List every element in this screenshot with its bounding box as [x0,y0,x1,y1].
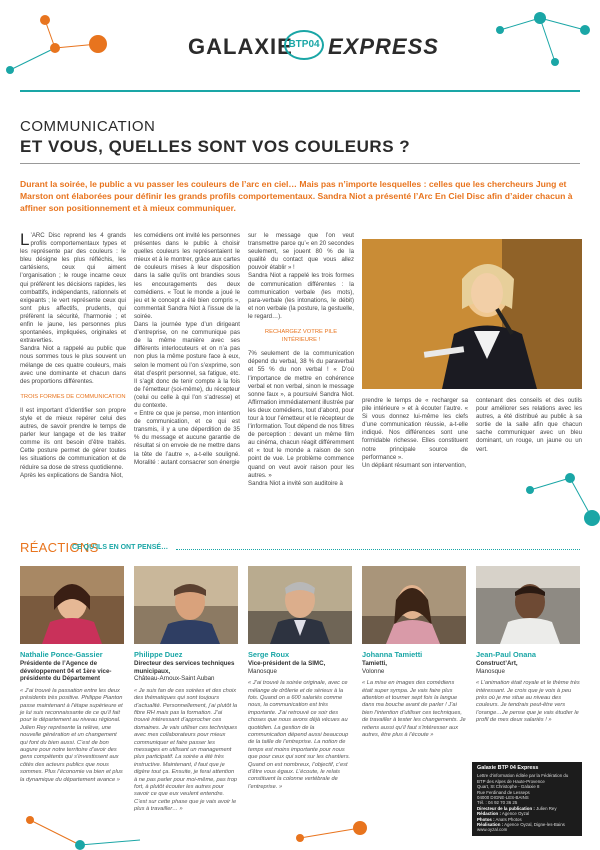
credits-description: Lettre d’information éditée par la Fédération du BTP des Alpes de Haute-Provence [477,773,569,784]
article-column-2 [134,232,240,467]
credits-phone: Tél. : 04 92 70 36 25 [477,800,518,806]
article-subheading: RECHARGEZ VOTRE PILE INTÉRIEURE ! [264,329,338,344]
credits-address-line: Rue Ferdinand de Lesseps [477,789,530,795]
person-role: Vice-président de la SIMC, [248,660,326,667]
section-label: COMMUNICATION [20,118,156,135]
molecule-decoration-top-left [0,0,130,90]
molecule-decoration-top-right [470,0,600,90]
masthead-word-galaxie: GALAXIE [188,34,293,59]
credits-photos: Photos : Anaïs Photos [477,816,522,822]
article-lead: Durant la soirée, le public a vu passer les couleurs de l’arc en ciel… Mais pas n’importe lesquelles : celles que les chercheurs Jung et Marston ont élaborées pour définir les grands profils comportementaux. Sandra Niot a présenté l’Arc En Ciel Disc afin d’aider chacun à affiner son positionnement et à mieux communiquer. [20,179,573,213]
page-title: ET VOUS, QUELLES SONT VOS COULEURS ? [20,137,411,156]
reactions-subtitle: CE QU’ILS EN ONT PENSÉ… [72,544,169,551]
person-location: Château-Arnoux-Saint Auban [134,675,215,683]
person-name: Philippe Duez [134,650,183,659]
credits-editorial: Rédaction : Agence Oyzal [477,811,530,817]
person-name: Nathalie Ponce-Gassier [20,650,103,659]
credits-box [472,762,582,836]
article-paragraph: « Entre ce que je pense, mon intention de communication, et ce qui est transmis, il y a une déperdition de 35 % du message et aucune garantie de résultat si on envoie de ne mettre dans la tête de l’autre », a-t-elle souligné. Moralité : autant consacrer son énergie [134,410,240,466]
person-role: Tamietti, [362,660,387,667]
article-paragraph: L ’ARC Disc reprend les 4 grands profils comportementaux types et les représente par des couleurs : le bleu désigne les plus réfléchis, les cartésiens, ceux qui aiment l’organisation ; le rouge incarne ceux qui préfèrent les décisions rapides, les combattifs, indépendants, rationnels et exigeants ; le vert représente ceux qui sont plus affectifs, prudents, qui préfèrent la sécurité, l’harmonie ; et enfin le jaune, les personnes plus spontanées, impliquées, originales et extraverties. [20,230,126,345]
reaction-card [362,566,466,739]
article-paragraph: Il est important d’identifier son propre style et de mieux repérer celui des autres, de savoir prendre le temps de parler leur langage et de les traiter comme ils ont besoin d’être traités. Cette posture permet de gérer toutes les situations de communication et de réduire sa dose de stress quotidienne. [20,406,126,471]
credits-production: Réalisation : Agence Oyzal, Digne-les-Bains [477,822,565,828]
person-location: Manosque [248,667,277,675]
article-paragraph: Sandra Niot a rappelé les trois formes de communication différentes : la communication verbale (les mots), para-verbale (les intonations, le débit) et non verbale (la posture, la gestuelle, le regard…). [248,272,354,320]
credits-title: Galaxie BTP 04 Express [477,765,539,771]
article-paragraph: Sandra Niot a rappelé au public que nous sommes tous le plus souvent un mélange de ces quatre couleurs, mais avec une dominante et chacun dans des proportions différentes. [20,345,126,385]
article-paragraph: Après les explications de Sandra Niot, [20,471,123,479]
portrait-photo [248,566,352,644]
credits-address-line: 04000 DIGNE-LES-BAINS [477,795,529,801]
person-role: Directeur des services techniques municipaux, [134,660,235,675]
speaker-photo-illustration [362,239,582,389]
article-paragraph: 7% seulement de la communication dépend du verbal, 38 % du paraverbal et 55 % du non verbal ! « D’où l’importance de mettre en cohérence verbal et non verbal, sinon le message sonne faux », a poursuivi Sandra Niot. Affirmation immédiatement illustrée par les deux comédiens, tout d’abord, pour tour à tour l’émetteur et le récepteur de l’information. Tout dépend de nos filtres de perception : devant un même film au cinéma, chacun réagit différemment et « tout le monde a raison de son point de vue. Le problème commence quand on veut avoir raison pour les autres. » [248,350,354,479]
article-paragraph: Dans la journée type d’un dirigeant d’entreprise, on ne communique pas de la même manière avec ses différents interlocuteurs et on n’a pas non plus la même posture face à eux, selon le moment où l’on s’exprime, son état d’esprit personnel, sa fatigue, etc. Il s’agit donc de tenir compte à la fois de l’émetteur (soi-même), du récepteur (celui ou celle à qui l’on s’adresse) et du contexte. [134,321,240,409]
article-column-3 [248,232,354,488]
credits-address-line: Quart, St Christophe - Galaxie 8 [477,784,540,790]
portrait-photo [476,566,580,644]
portrait-photo [362,566,466,644]
reaction-card [134,566,238,814]
person-quote: « L’animation était royale et le thème très intéressant. Je crois que je vois à peu près où je me situe au niveau des couleurs. Je tendrais peut-être vers l’orange…Je pense que je vais étudier le profil de mes deux salariés ! » [476,680,580,724]
masthead-badge: BTP04 [284,30,324,60]
title-divider [20,163,580,164]
article-column-4 [362,397,468,470]
speaker-photo [362,239,582,389]
reactions-divider [176,549,580,550]
article-column-5 [476,397,582,454]
portrait-photo [20,566,124,644]
person-quote: « La mise en images des comédiens était super sympa. Je vais faire plus attention et tourner sept fois la langue dans ma bouche avant de parler ! J’ai bien l’intention d’utiliser ces techniques, de travailler à tester les changements. Je retiens aussi qu’il faut s’intéresser aux autres, être plus à l’écoute » [362,680,466,739]
person-role: Présidente de l’Agence de développement 04 et 1ère vice-présidente du Département [20,660,112,683]
person-location: Manosque [476,667,505,675]
article-paragraph: contenant des conseils et des outils pour améliorer ses relations avec les autres, a été distribué au public à sa sortie de la salle afin que chacun sache communiquer avec un bleu dominant, un rouge, un jaune ou un vert. [476,397,582,453]
person-quote: « J’ai trouvé la soirée originale, avec ce mélange de drôlerie et de sérieux à la fois. Quand on a 600 salariés comme nous, la communication est très importante. J’ai retrouvé ce soir des choses que nous avons déjà vécues au quotidien. La gestion de la communication dépend aussi beaucoup de la taille de l’entreprise. La notion de temps est moins importante pour nous que pour ceux qui sont sur les chantiers. Quand on est nombreux, l’objectif, c’est d’être vous égaux. L’écoute, le relais constituent la colonne vertébrale de l’entreprise. » [248,680,351,790]
masthead-divider [20,90,580,92]
masthead-logo [188,30,439,62]
article-paragraph: sur le message que l’on veut transmettre parce qu’« en 20 secondes seulement, se jouent 80 % de la qualité du contact que vous allez pouvoir établir » ! [248,232,354,272]
person-role: Construct’Art, [476,660,518,667]
drop-cap: L [20,230,30,249]
reaction-card [248,566,352,791]
masthead-word-express: EXPRESS [328,34,439,59]
reaction-card [20,566,124,784]
portrait-photo [134,566,238,644]
article-subheading: TROIS FORMES DE COMMUNICATION [20,393,126,400]
credits-website: www.oyzal.com [477,827,508,833]
reaction-card [476,566,580,725]
article-paragraph: les comédiens ont invité les personnes présentes dans le public à choisir quelles couleurs les représentaient le mieux et à le montrer, grâce aux cartes de couleurs mises à leur disposition dans la salle qu’ils ont brandies sous les encouragements des deux comédiens. « Tout le monde a joué le jeu et le concept a été bien compris », commentait Sandra Niot à l’issue de la soirée. [134,232,240,320]
article-paragraph: Un dépliant résumant son intervention, [362,461,467,469]
person-location: Volonne [362,667,385,675]
person-name: Serge Roux [248,650,290,659]
molecule-decoration-right [510,470,600,550]
person-quote: « Je suis fan de ces soirées et des choix des thématiques qui sont toujours d’actualité. Personnellement, j’ai plutôt la fibre RH mais pas la formation. J’ai trouvé intéressant d’approcher ces domaines. Je vais utiliser ces techniques avec mes collaborateurs pour mieux communiquer et faire passer les messages en utilisant un management plus participatif. La soirée a été très instructive. Maintenant, il faut que je digère tout ça. Ensuite, je ferai attention à ne pas parler pour moi-même, pas trop fort, à plutôt écouter les autres pour savoir ce que eux veulent entendre. C’est sur cette phase que je vais avoir le plus à travailler… » [134,687,238,813]
person-quote: « J’ai trouvé la passation entre les deux présidents très positive. Philippe Pianton passe maintenant à l’étape supérieure et je lui suis reconnaissante de ce qu’il fait pour le département au niveau régional. Julien Rey représente la relève, une nouvelle génération et un changement qui font du bien aussi. C’est de bon augure pour notre territoire d’avoir des gens compétents qui s’investissent aux côtés des acteurs publics que nous sommes. Plus l’économie va bien et plus la dynamique du département avance » [20,687,123,783]
person-name: Johanna Tamietti [362,650,423,659]
reactions-title: RÉACTIONS [20,540,99,555]
person-name: Jean-Paul Onana [476,650,536,659]
article-paragraph: Sandra Niot a invité son auditoire à [248,479,343,487]
article-paragraph: prendre le temps de « recharger sa pile intérieure » et à écouter l’autre. « Si vous donnez lui-même les clefs d’une communication réussie, a-t-elle indiqué. Nos différences sont une formidable richesse. Elles constituent notre principale source de performance ». [362,397,468,461]
article-column-1 [20,232,126,480]
credits-publisher: Directeur de la publication : Julien Rey [477,805,557,811]
